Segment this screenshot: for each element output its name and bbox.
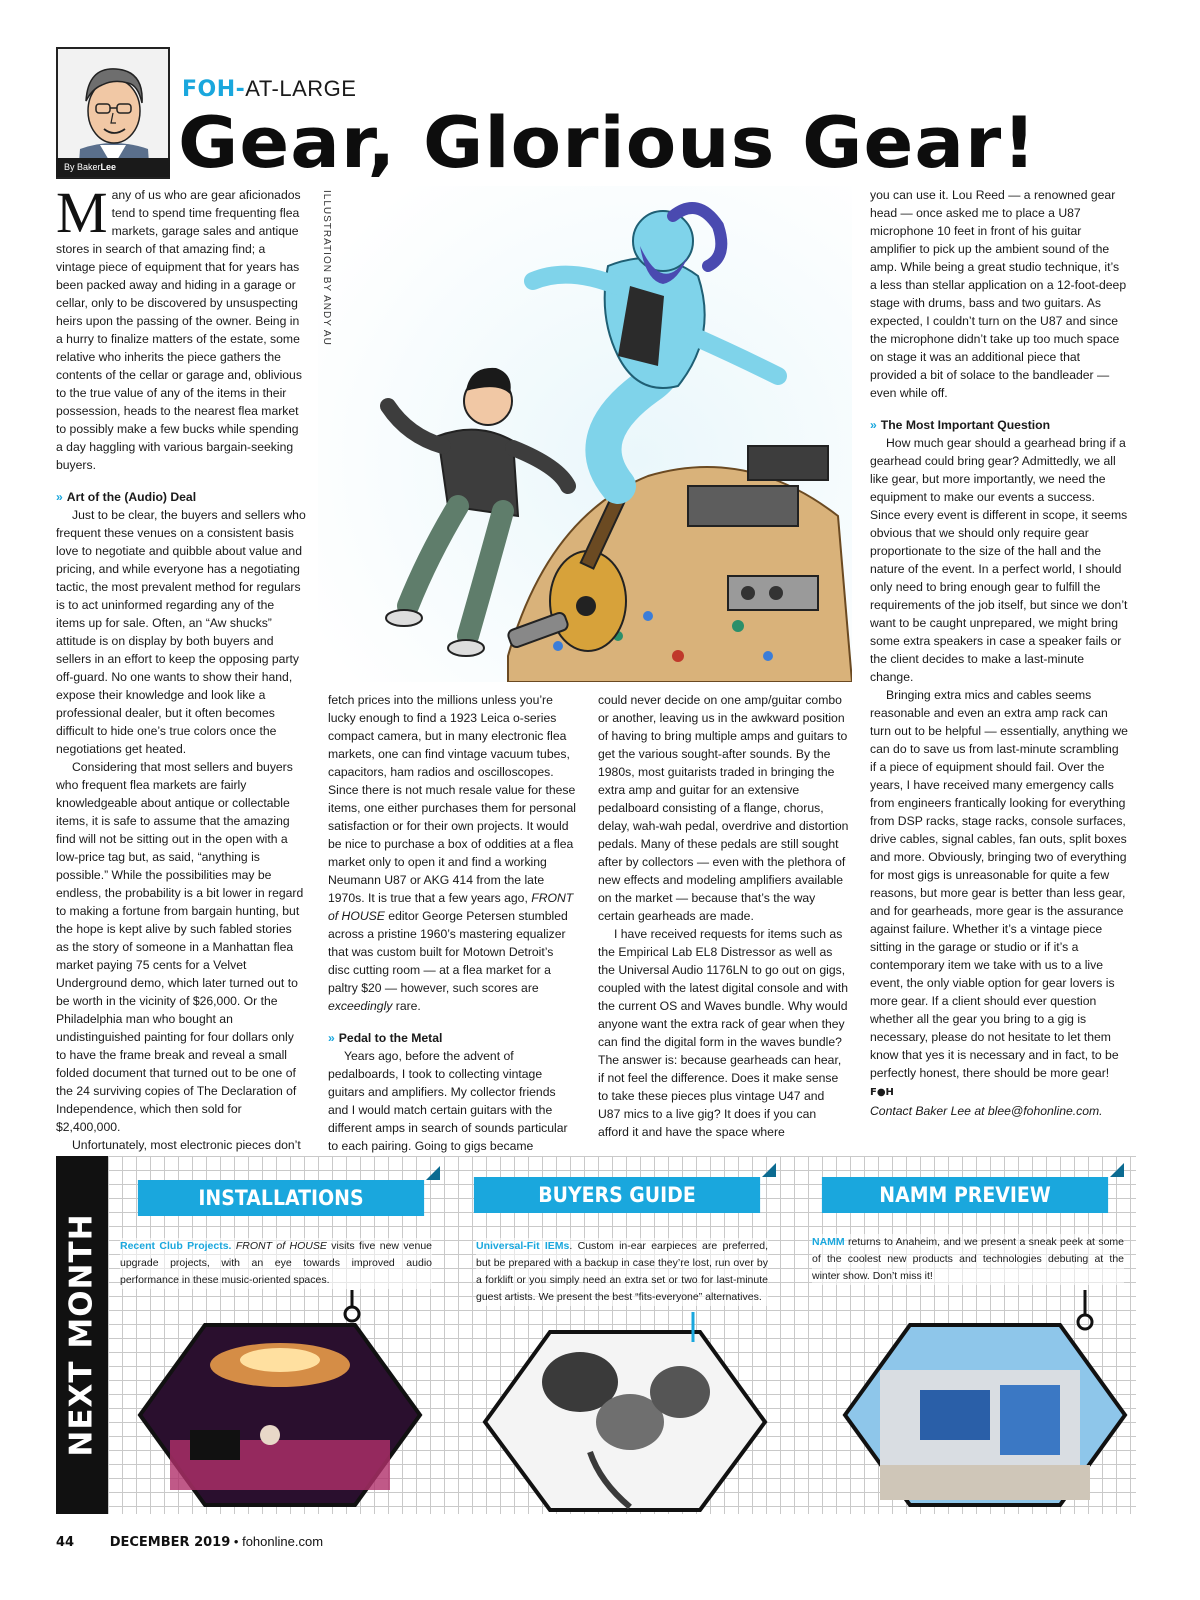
article-column-2 (328, 691, 578, 1173)
body-paragraph (870, 686, 1128, 1102)
subhead-most-important-question (870, 416, 1128, 434)
chevron-icon: » (328, 1031, 335, 1045)
installations-photo-hexagon (130, 1290, 430, 1510)
tab-fold-namm-preview (1110, 1163, 1124, 1177)
byline-prefix: By (64, 162, 75, 172)
body-paragraph: Years ago, before the advent of pedalboards, I took to collecting vintage guitars and amplifiers. My collector friends and I would match certain guitars with the different amps in search of sounds particular to each pairing. Going to gigs became (328, 1049, 568, 1153)
body-paragraph: could never decide on one amp/guitar combo or another, leaving us in the awkward position of having to bring multiple amps and guitars to get the various sought-after sounds. By the 1980s, most guitarists traded in bringing the extra amp and guitar for an extensive pedalboard consisting of a flange, chorus, delay, wah-wah pedal, overdrive and distortion pedals. Many of these pedals are still sought after by collectors — even with the plethora of new effects and modeling amplifiers available on the market — because that’s the way certain gearheads are made. (598, 693, 849, 923)
subhead-text: The Most Important Question (880, 418, 1051, 432)
body-paragraph: Considering that most sellers and buyers who frequent flea markets are fairly knowledgeable about antique or collectable items, it is safe to assume that the amazing find will not be sitting out in the open with a low-price tag but, as said, “anything is possible.” While the possibilities may be endless, the probability is a bit lower in regard to making a fortune from bargain hunting, but the hope is kept alive by such fabled stories as the story of someone in a Manhattan flea market paying 75 cents for a Velvet Underground demo, which later turned out to be worth in the vicinity of $26,000. Or the Philadelphia man who bought an undistinguished painting for four dollars only to have the frame break and reveal a small folded document that turned out to be one of the 24 surviving copies of The Declaration of Independence, which then sold for $2,400,000. (56, 760, 304, 1134)
intro-text: any of us who are gear aficionados tend to spend time frequenting flea markets, garage sales and antique stores in search of that amazing find; a vintage piece of equipment that for years has been packed away and hiding in a garage or cellar, only to be discovered by unsuspecting heirs upon the passing of the owner. Being in a hurry to finalize matters of the estate, some relative who inherits the piece gathers the contents of the cellar or garage and, oblivious to the true value of any of the items in their possession, heads to the nearest flea market to possibly make a few bucks while spending a day haggling with various bargain-seeking buyers. (56, 188, 302, 472)
issue-date: DECEMBER 2019 (109, 1535, 231, 1550)
end-mark-icon: F●H (870, 1087, 894, 1098)
byline (56, 158, 170, 177)
tab-fold-buyers-guide (762, 1163, 776, 1177)
emphasis-text: exceedingly (328, 999, 393, 1013)
blurb-lead: NAMM (812, 1236, 845, 1248)
kicker-at-large: AT-LARGE (245, 76, 357, 101)
drop-cap: M (56, 180, 108, 245)
next-month-label-text: NEXT MONTH (64, 1213, 101, 1457)
genie-gear-illustration-icon (318, 186, 852, 682)
article-column-3 (598, 691, 850, 1141)
blurb-lead: Recent Club Projects. (120, 1240, 232, 1252)
body-text: rare. (392, 999, 421, 1013)
byline-last-name: Lee (100, 162, 117, 172)
tab-fold-installations (426, 1166, 440, 1180)
tab-namm-preview: NAMM PREVIEW (822, 1177, 1108, 1213)
section-kicker (182, 77, 356, 102)
blurb-installations (120, 1238, 432, 1289)
page-number: 44 (56, 1535, 75, 1550)
body-text: editor George Petersen stumbled across a pristine 1960’s mastering equalizer that was custom built for Motown Detroit’s disc cutting room — at a flea market for a paltry $20 — however, such scores are (328, 909, 568, 995)
next-month-label (56, 1156, 108, 1514)
body-paragraph (328, 691, 578, 1015)
genie-illustration (318, 186, 852, 682)
body-paragraph: I have received requests for items such as the Empirical Lab EL8 Distressor as well as the Universal Audio 1176LN to go out on gigs, coupled with the latest digital console and with the current OS and Waves bundle. Why would anyone want the extra rack of gear when they can find the digital form in the waves bundle? The answer is: because gearheads can hear, if not feel the difference. Does it make sense to take these pieces plus vintage U47 and U87 mics to a live gig? It does if you can afford it and have the space where (598, 927, 848, 1139)
body-paragraph: Just to be clear, the buyers and sellers who frequent these venues on a consistent basis love to negotiate and quibble about value and pricing, and while everyone has a negotiating tactic, the most prevalent method for regulars is to act uninformed regarding any of the items up for sale. Often, an “Aw shucks” attitude is on display by both buyers and sellers in an effort to keep the opposing party off-guard. No one wants to show their hand, expose their knowledge and look like a professional dealer, but it often becomes difficult to hide one’s true colors once the negotiations get heated. (56, 508, 306, 756)
article-headline: Gear, Glorious Gear! (178, 102, 1037, 184)
footer-website: fohonline.com (242, 1534, 324, 1549)
tab-installations: INSTALLATIONS (138, 1180, 424, 1216)
blurb-namm-preview (812, 1234, 1124, 1285)
subhead-art-of-deal (56, 488, 306, 506)
body-text: fetch prices into the millions unless you’re lucky enough to find a 1923 Leica o-series compact camera, but in many electronic flea markets, one can find vintage vacuum tubes, capacitors, ham radios and oscilloscopes. Since there is not much resale value for these items, one either purchases them for personal satisfaction or for their own projects. It would be nice to purchase a box of oddities at a flea market only to open it and find a working Neumann U87 or AKG 414 from the late 1970s. It is true that a few years ago, (328, 693, 576, 905)
author-contact: Contact Baker Lee at blee@fohonline.com. (870, 1104, 1103, 1118)
buyers-guide-photo-hexagon (480, 1312, 770, 1512)
chevron-icon: » (870, 418, 877, 432)
blurb-body: . Custom in-ear earpieces are preferred, but be prepared with a backup in case they’re lost, run over by a forklift or you simply need an extra set or two for last-minute guest artists. We present the best “fits-everyone” alternatives. (476, 1240, 769, 1303)
body-paragraph: you can use it. Lou Reed — a renowned gear head — once asked me to place a U87 microphone 10 feet in front of his guitar amplifier to pick up the ambient sound of the amp. While being a great studio technique, it’s a less than stellar application on a 12-foot-deep stage with drums, bass and two guitars. As expected, I couldn’t turn on the U87 and since the microphone didn’t take up too much space on stage it was an additional piece that provided a bit of solace to the bandleader — even while off. (870, 188, 1127, 400)
body-paragraph: How much gear should a gearhead bring if a gearhead could bring gear? Admittedly, we all like gear, but more importantly, we need the equipment to make our events a success. Since every event is different in scope, it seems obvious that we should only require gear proportionate to the size of the hall and the nature of the event. In a perfect world, I should only need to bring enough gear to fulfill the requirements of the job itself, but since we don’t want to be caught unprepared, we might bring some extra speakers in case a speaker fails or the client decides to make a last-minute change. (870, 436, 1128, 684)
byline-first-name: Baker (77, 162, 101, 172)
body-text: Bringing extra mics and cables seems reasonable and even an extra amp rack can turn out to be helpful — essentially, anything we can do to save us from last-minute scrambling if a piece of equipment should fail. Over the years, I have received many emergency calls from engineers frantically looking for everything from DSP racks, stage racks, console surfaces, drive cables, signal cables, fan outs, split boxes and more. Obviously, bringing two of everything for most gigs is unreasonable for quite a few reasons, but more gear is better than less gear, and for gearheads, more gear is the assurance against failure. Whether it’s a vintage piece sitting in the garage or studio or if it’s a contemporary item we take with us to a live event, the only viable option for gear lovers is more gear. If a client should ever question whether all the gear you bring to a gig is necessary, please do not hesitate to let them know that yes it is necessary and in fact, to be perfectly honest, there should be more gear! (870, 688, 1128, 1080)
subhead-text: Art of the (Audio) Deal (66, 490, 197, 504)
subhead-text: Pedal to the Metal (338, 1031, 443, 1045)
blurb-lead: Universal-Fit IEMs (476, 1240, 570, 1252)
publication-name: FRONT of HOUSE (235, 1240, 327, 1252)
page-footer (56, 1534, 323, 1550)
subhead-pedal-to-metal (328, 1029, 578, 1047)
kicker-foh: FOH- (182, 77, 246, 102)
blurb-body: visits five new venue upgrade projects, with an eye towards improved audio performance in these music-oriented spaces. (120, 1240, 432, 1286)
publication-name: FRONT of HOUSE (328, 891, 574, 923)
blurb-body: returns to Anaheim, and we present a sneak peek at some of the coolest new products and technologies debuting at the winter show. Don’t miss it! (812, 1236, 1124, 1282)
illustration-credit: ILLUSTRATION BY ANDY AU (321, 190, 332, 346)
article-column-1 (56, 180, 306, 1154)
namm-photo-hexagon (840, 1290, 1130, 1510)
tab-buyers-guide: BUYERS GUIDE (474, 1177, 760, 1213)
intro-paragraph (56, 180, 306, 474)
body-paragraph: Unfortunately, most electronic pieces don’t (72, 1138, 301, 1152)
blurb-buyers-guide (476, 1238, 768, 1306)
chevron-icon: » (56, 490, 63, 504)
footer-separator: • (233, 1534, 239, 1549)
article-column-4 (870, 186, 1128, 1120)
